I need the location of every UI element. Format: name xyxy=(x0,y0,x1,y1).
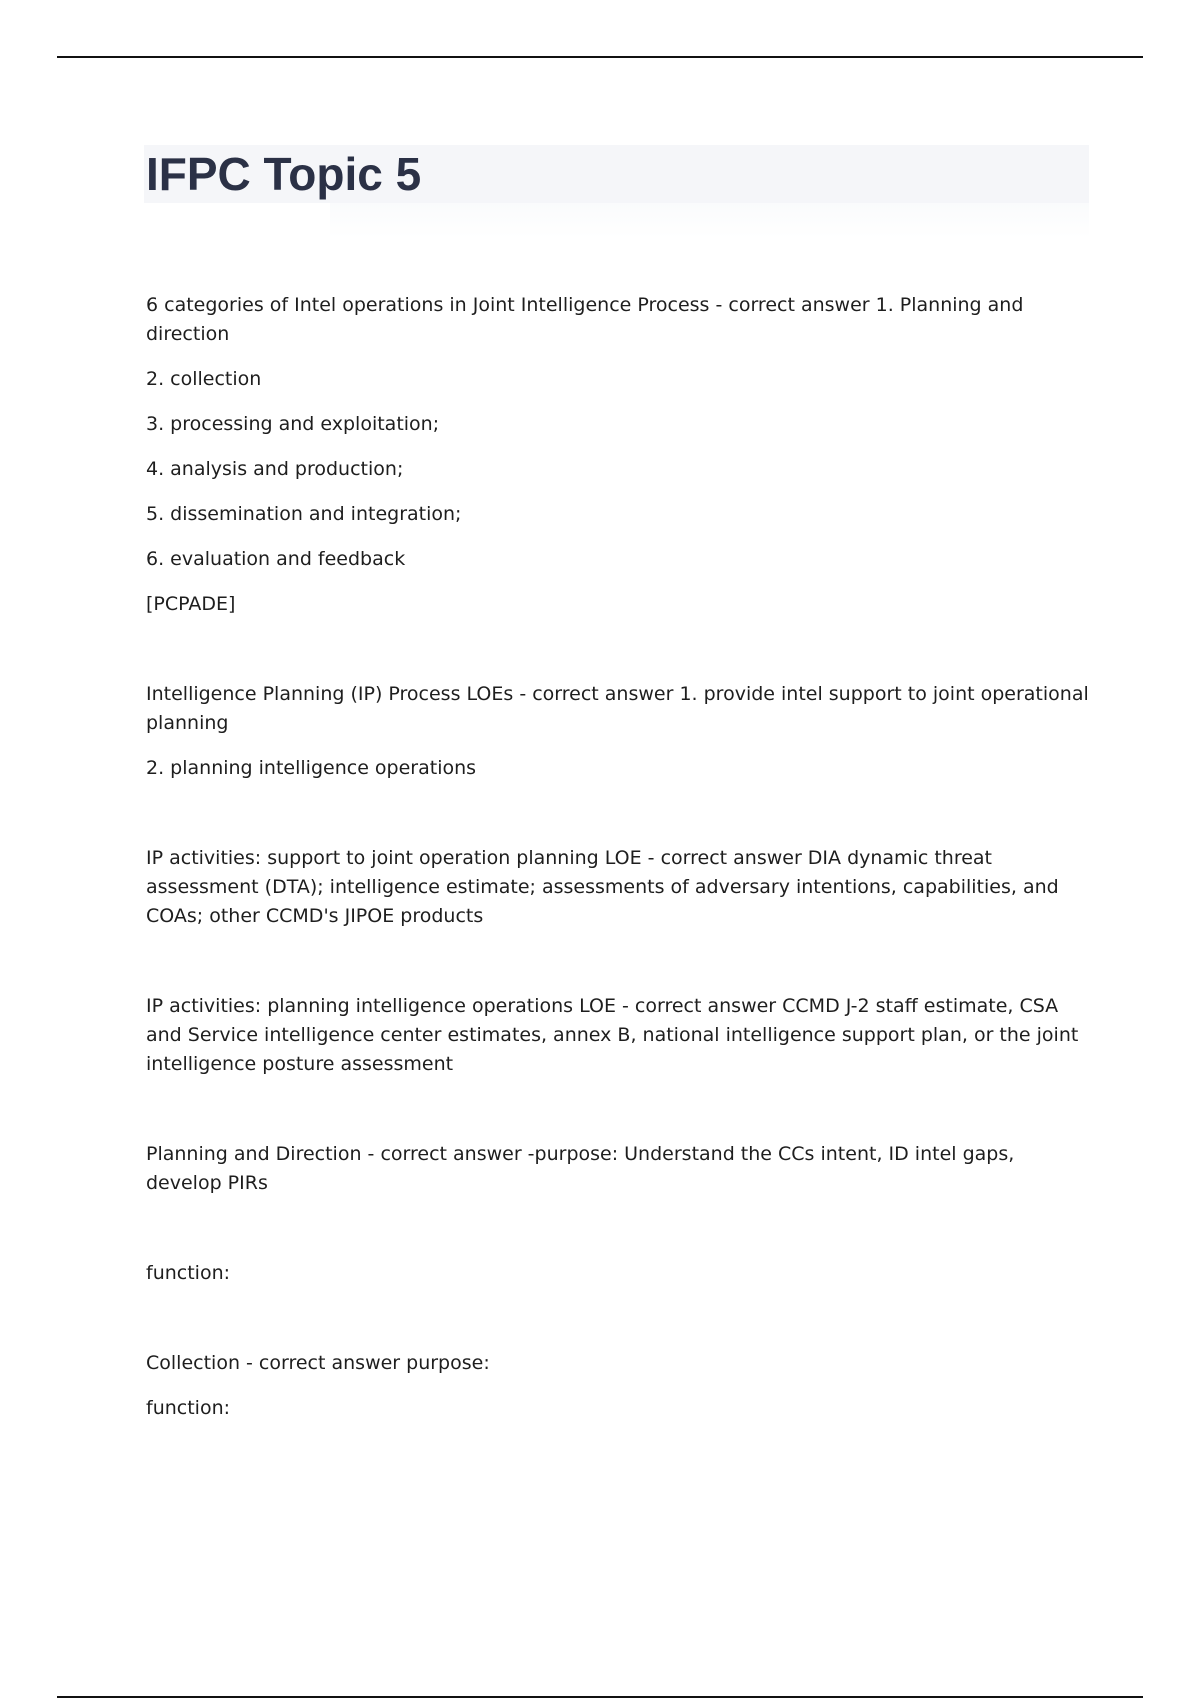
bottom-rule xyxy=(57,1696,1143,1698)
card-line: 5. dissemination and integration; xyxy=(146,503,462,525)
flashcard-ip-process-loes xyxy=(146,680,1091,783)
document-title: IFPC Topic 5 xyxy=(146,148,422,200)
card-line: [PCPADE] xyxy=(146,593,236,615)
card-line: IP activities: support to joint operation planning LOE - correct answer DIA dynamic threat assessment (DTA); intelligence estimate; assessments of adversary intentions, capabilities, and COAs; other CCMD's JIPOE products xyxy=(146,847,1059,927)
card-line: IP activities: planning intelligence operations LOE - correct answer CCMD J-2 staff estimate, CSA and Service intelligence center estimates, annex B, national intelligence support plan, or the joint intelligence posture assessment xyxy=(146,995,1079,1075)
card-line: Intelligence Planning (IP) Process LOEs - correct answer 1. provide intel support to joint operational planning xyxy=(146,683,1089,734)
card-line: 6. evaluation and feedback xyxy=(146,548,406,570)
card-line: 2. planning intelligence operations xyxy=(146,757,477,779)
card-line: function: xyxy=(146,1262,231,1284)
flashcard-list xyxy=(146,291,1091,1423)
card-line: 4. analysis and production; xyxy=(146,458,404,480)
card-line: function: xyxy=(146,1397,231,1419)
card-line: 2. collection xyxy=(146,368,262,390)
flashcard-collection xyxy=(146,1349,1091,1423)
top-rule xyxy=(57,56,1143,58)
card-line: 3. processing and exploitation; xyxy=(146,413,440,435)
flashcard-ip-support-loe xyxy=(146,844,1091,931)
title-band-shadow xyxy=(330,203,1089,238)
card-line: Collection - correct answer purpose: xyxy=(146,1352,490,1374)
card-line: 6 categories of Intel operations in Joint Intelligence Process - correct answer 1. Planning and direction xyxy=(146,294,1024,345)
flashcard-intel-categories xyxy=(146,291,1091,619)
flashcard-planning-direction xyxy=(146,1140,1091,1198)
flashcard-function xyxy=(146,1259,1091,1288)
card-line: Planning and Direction - correct answer -purpose: Understand the CCs intent, ID intel gaps, develop PIRs xyxy=(146,1143,1015,1194)
flashcard-ip-planning-loe xyxy=(146,992,1091,1079)
